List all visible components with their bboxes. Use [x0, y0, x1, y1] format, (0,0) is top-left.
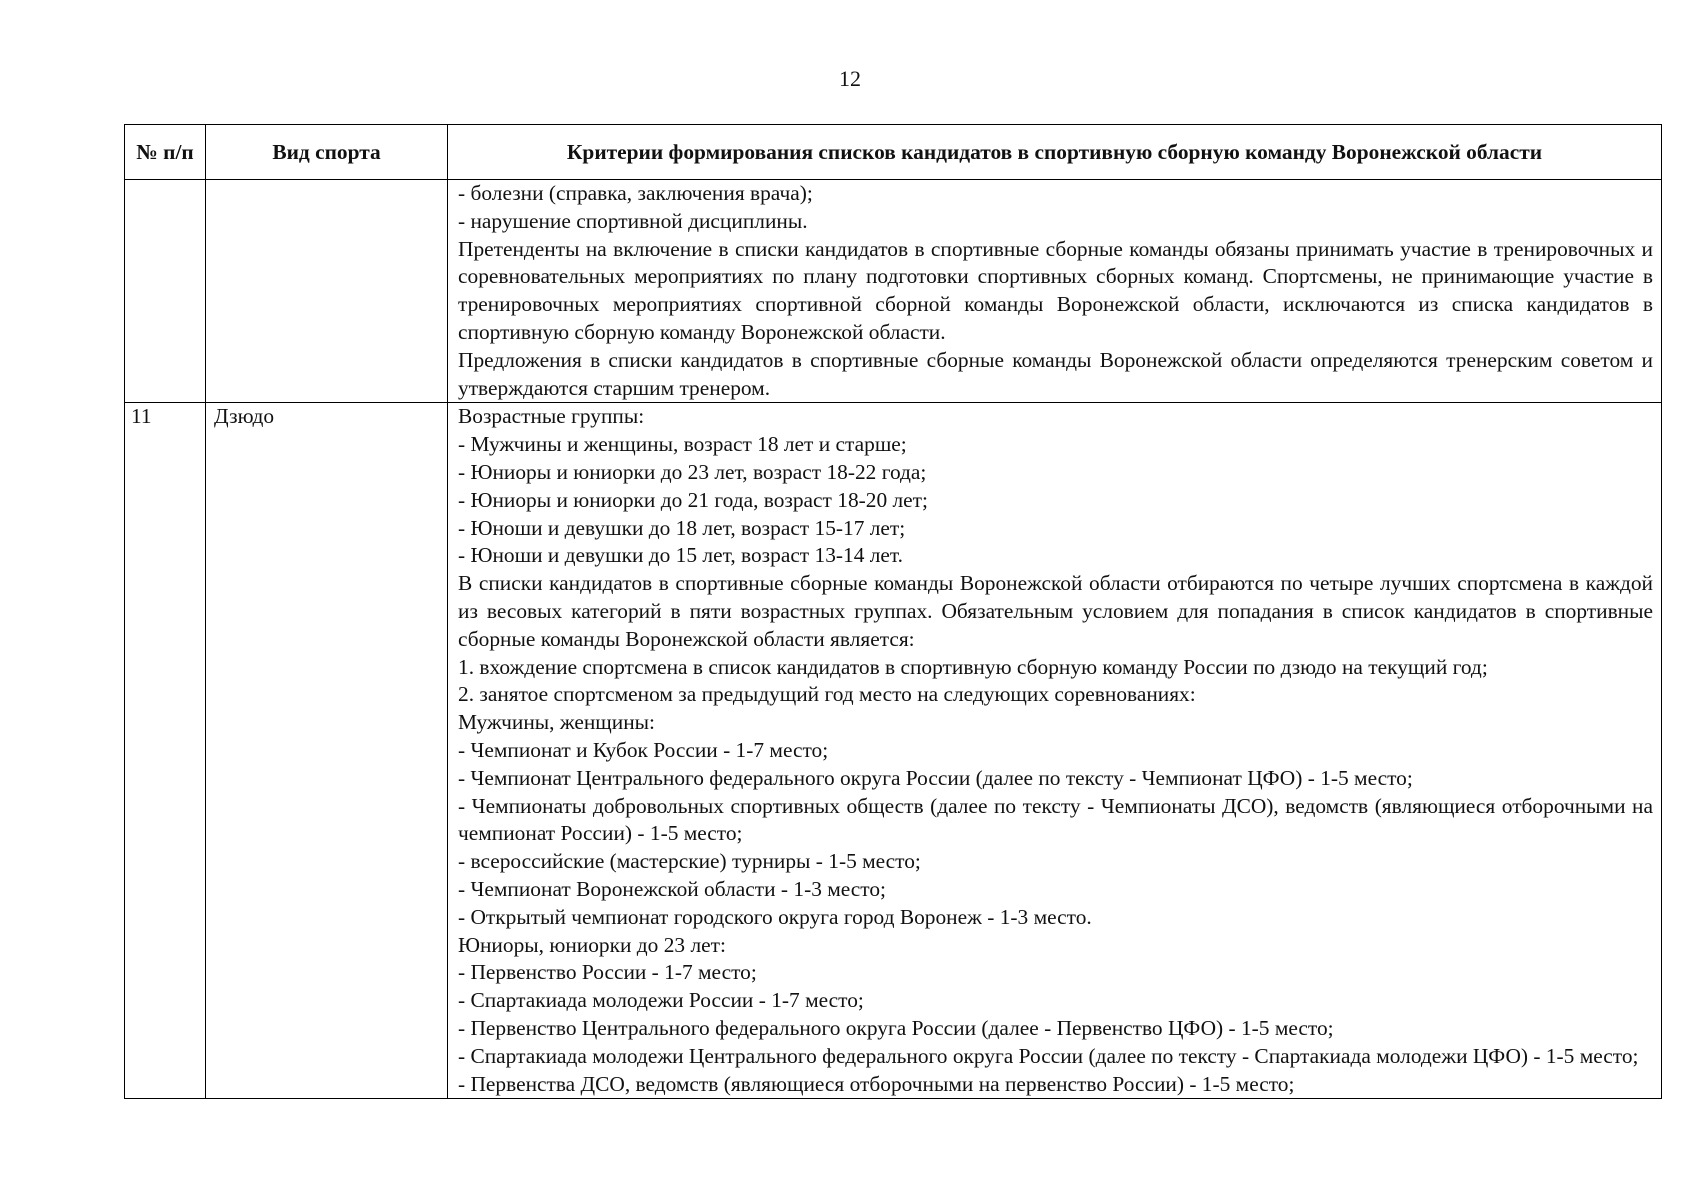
criteria-line: - Юниоры и юниорки до 23 лет, возраст 18-22 года;	[458, 459, 927, 484]
criteria-line: - Первенства ДСО, ведомств (являющиеся отборочными на первенство России) - 1-5 место;	[458, 1071, 1295, 1096]
criteria-line: - Чемпионат Центрального федерального округа России (далее по тексту - Чемпионат ЦФО) - 1-5 место;	[458, 765, 1413, 790]
criteria-line: - Юниоры и юниорки до 21 года, возраст 18-20 лет;	[458, 487, 928, 512]
criteria-line: - Чемпионат и Кубок России - 1-7 место;	[458, 737, 829, 762]
criteria-line: 2. занятое спортсменом за предыдущий год место на следующих соревнованиях:	[458, 682, 1196, 707]
row-criteria	[448, 403, 1662, 1099]
row-number: 11	[125, 403, 206, 1099]
criteria-line: - Первенство Центрального федерального округа России (далее - Первенство ЦФО) - 1-5 место;	[458, 1015, 1334, 1040]
criteria-line: 1. вхождение спортсмена в список кандидатов в спортивную сборную команду России по дзюдо на текущий год;	[458, 654, 1488, 679]
criteria-line: - Мужчины и женщины, возраст 18 лет и старше;	[458, 432, 907, 457]
row-number	[125, 180, 206, 403]
table-row	[125, 180, 1662, 403]
table-header-row	[125, 125, 1662, 180]
criteria-line: - Юноши и девушки до 18 лет, возраст 15-17 лет;	[458, 515, 906, 540]
criteria-line: - Чемпионат Воронежской области - 1-3 место;	[458, 876, 886, 901]
criteria-line: - Первенство России - 1-7 место;	[458, 960, 757, 985]
criteria-line: - нарушение спортивной дисциплины.	[458, 208, 808, 233]
criteria-table	[124, 124, 1662, 1099]
criteria-line: - всероссийские (мастерские) турниры - 1-5 место;	[458, 849, 921, 874]
header-sport: Вид спорта	[206, 125, 448, 180]
criteria-line: - Юноши и девушки до 15 лет, возраст 13-14 лет.	[458, 543, 904, 568]
criteria-paragraph: - Спартакиада молодежи Центрального федерального округа России (далее по тексту - Спартакиада молодежи ЦФО) - 1-5 место;	[458, 1043, 1639, 1068]
criteria-paragraph: В списки кандидатов в спортивные сборные команды Воронежской области отбираются по четыре лучших спортсмена в каждой из весовых категорий в пяти возрастных группах. Обязательным условием для попадания в список кандидатов в спортивные сборные команды Воронежской области является:	[458, 571, 1653, 651]
criteria-paragraph: - Чемпионаты добровольных спортивных обществ (далее по тексту - Чемпионаты ДСО), ведомств (являющиеся отборочными на чемпионат России) - 1-5 место;	[458, 793, 1653, 846]
criteria-line: Юниоры, юниорки до 23 лет:	[458, 932, 726, 957]
criteria-paragraph: Претенденты на включение в списки кандидатов в спортивные сборные команды обязаны принимать участие в тренировочных и соревновательных мероприятиях по плану подготовки спортивных сборных команд. Спортсмены, не принимающие участие в тренировочных мероприятиях спортивной сборной команды Воронежской области, исключаются из списка кандидатов в спортивную сборную команду Воронежской области.	[458, 236, 1653, 344]
header-number: № п/п	[125, 125, 206, 180]
criteria-paragraph: Предложения в списки кандидатов в спортивные сборные команды Воронежской области определяются тренерским советом и утверждаются старшим тренером.	[458, 347, 1653, 400]
row-sport: Дзюдо	[206, 403, 448, 1099]
header-criteria: Критерии формирования списков кандидатов в спортивную сборную команду Воронежской области	[448, 125, 1662, 180]
criteria-line: Возрастные группы:	[458, 404, 645, 429]
criteria-line: - болезни (справка, заключения врача);	[458, 181, 813, 205]
criteria-line: - Спартакиада молодежи России - 1-7 место;	[458, 988, 864, 1013]
row-sport	[206, 180, 448, 403]
table-row	[125, 403, 1662, 1099]
row-criteria	[448, 180, 1662, 403]
criteria-line: Мужчины, женщины:	[458, 710, 655, 735]
page-number: 12	[839, 66, 861, 91]
criteria-line: - Открытый чемпионат городского округа город Воронеж - 1-3 место.	[458, 904, 1092, 929]
